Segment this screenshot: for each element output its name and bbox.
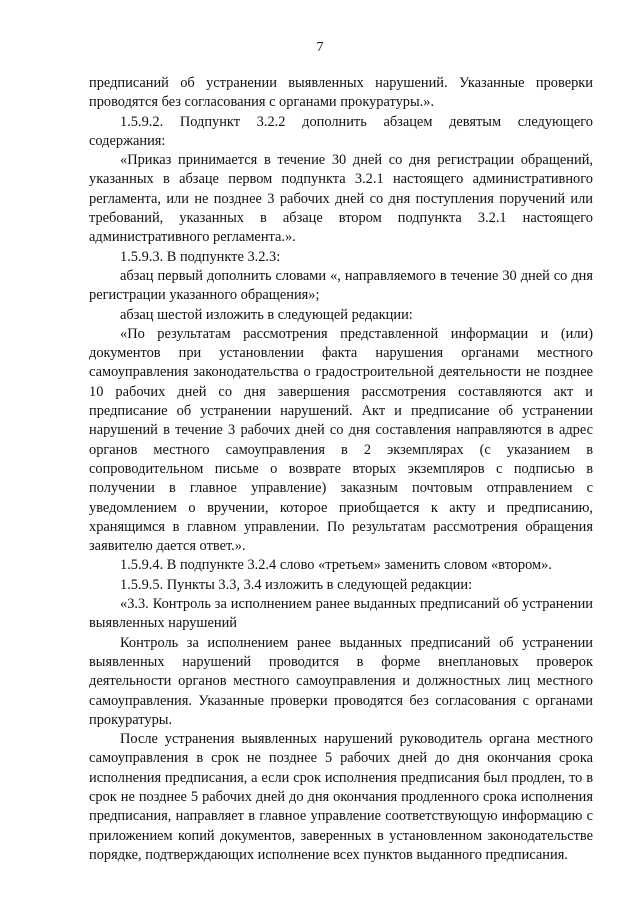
paragraph: 1.5.9.5. Пункты 3.3, 3.4 изложить в следующей редакции: bbox=[120, 576, 473, 593]
paragraph: предписаний об устранении выявленных нарушений. Указанные проверки проводятся без согласования с органами прокуратуры.». bbox=[89, 75, 593, 111]
document-body bbox=[89, 74, 593, 865]
paragraph: «Приказ принимается в течение 30 дней со дня регистрации обращений, указанных в абзаце первом подпункта 3.2.1 настоящего административного регламента, или не позднее 3 рабочих дней со дня поступления поручений или требований, указанных в абзаце втором подпункта 3.2.1 настоящего административного регламента.». bbox=[89, 152, 593, 246]
paragraph: 1.5.9.2. Подпункт 3.2.2 дополнить абзацем девятым следующего содержания: bbox=[89, 113, 593, 149]
paragraph: абзац первый дополнить словами «, направляемого в течение 30 дней со дня регистрации указанного обращения»; bbox=[89, 267, 593, 304]
paragraph: После устранения выявленных нарушений руководитель органа местного самоуправления в срок не позднее 5 рабочих дней до дня окончания срока исполнения предписания, а если срок исполнения предписания был продлен, то в срок не позднее 5 рабочих дней до дня окончания продленного срока исполнения предписания, направляет в главное управление соответствующую информацию с приложением копий документов, заверенных в установленном законодательстве порядке, подтверждающих исполнение всех пунктов выданного предписания. bbox=[89, 731, 593, 863]
paragraph: 1.5.9.3. В подпункте 3.2.3: bbox=[120, 248, 281, 265]
paragraph: абзац шестой изложить в следующей редакции: bbox=[120, 306, 413, 323]
paragraph: «По результатам рассмотрения представленной информации и (или) документов при установлении факта нарушения органами местного самоуправления законодательства о градостроительной деятельности не позднее 10 рабочих дней со дня завершения рассмотрения составляются акт и предписание об устранении нарушений. Акт и предписание об устранении нарушений в течение 3 рабочих дней со дня составления направляются в адрес органов местного самоуправления в 2 экземплярах (с указанием в сопроводительном письме о возврате вторых экземпляров с подписью в получении в главное управление) заказным почтовым отправлением с уведомлением о вручении, которое приобщается к акту и предписанию, хранящимся в главном управлении. По результатам рассмотрения обращения заявителю дается ответ.». bbox=[89, 325, 593, 555]
paragraph: «3.3. Контроль за исполнением ранее выданных предписаний об устранении выявленных нарушений bbox=[89, 596, 593, 632]
page-number: 7 bbox=[316, 40, 324, 55]
paragraph: Контроль за исполнением ранее выданных предписаний об устранении выявленных нарушений проводится в форме внеплановых проверок деятельности органов местного самоуправления и должностных лиц местного самоуправления. Указанные проверки проводятся без согласования с органами прокуратуры. bbox=[89, 634, 593, 728]
paragraph: 1.5.9.4. В подпункте 3.2.4 слово «третьем» заменить словом «втором». bbox=[120, 557, 552, 574]
